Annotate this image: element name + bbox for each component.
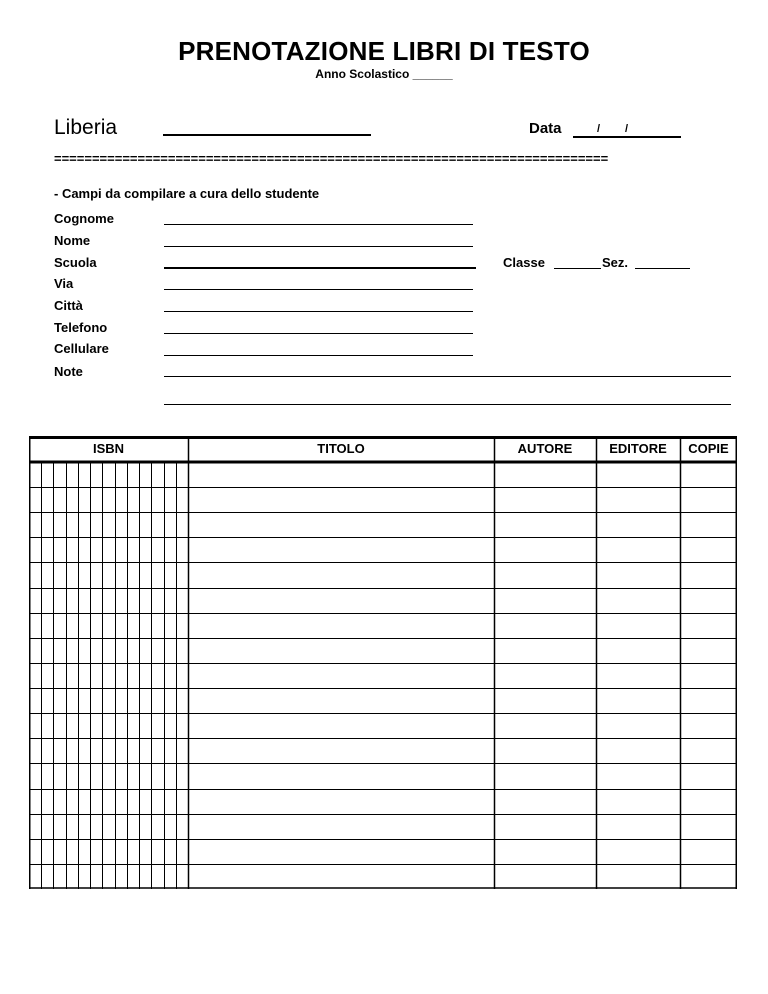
school-year-label: Anno Scolastico ______	[315, 67, 453, 81]
date-separator: /	[597, 123, 601, 135]
mobile-label: Cellulare	[54, 341, 109, 356]
name-label: Nome	[54, 233, 91, 248]
date-field[interactable]	[573, 120, 681, 138]
mobile-field[interactable]	[164, 355, 473, 356]
page-title: PRENOTAZIONE LIBRI DI TESTO	[178, 36, 590, 66]
date-separator: /	[625, 123, 629, 135]
section-field[interactable]	[635, 268, 690, 269]
surname-label: Cognome	[54, 211, 114, 226]
column-header-copies: COPIE	[688, 441, 729, 456]
column-header-author: AUTORE	[517, 441, 573, 456]
bookshop-field[interactable]	[163, 134, 371, 136]
instructions-text: - Campi da compilare a cura dello studente	[54, 186, 320, 201]
city-label: Città	[54, 298, 83, 313]
phone-label: Telefono	[54, 320, 108, 335]
street-label: Via	[54, 276, 74, 291]
column-header-title: TITOLO	[317, 441, 365, 456]
city-field[interactable]	[164, 311, 473, 312]
notes-label: Note	[54, 364, 83, 379]
surname-field[interactable]	[164, 224, 473, 225]
class-label: Classe	[503, 255, 545, 270]
date-label: Data	[529, 120, 562, 137]
notes-field[interactable]	[164, 376, 731, 377]
bookshop-label: Liberia	[54, 116, 118, 139]
school-field[interactable]	[164, 267, 476, 269]
street-field[interactable]	[164, 289, 473, 290]
column-header-isbn: ISBN	[92, 441, 125, 456]
class-field[interactable]	[554, 268, 601, 269]
school-label: Scuola	[54, 255, 97, 270]
books-table-grid	[29, 436, 737, 889]
column-header-publisher: EDITORE	[609, 441, 667, 456]
section-label: Sez.	[602, 255, 629, 270]
phone-field[interactable]	[164, 333, 473, 334]
name-field[interactable]	[164, 246, 473, 247]
notes-field[interactable]	[164, 404, 731, 405]
books-table	[29, 436, 737, 889]
section-divider: =========================================================================	[54, 151, 609, 166]
